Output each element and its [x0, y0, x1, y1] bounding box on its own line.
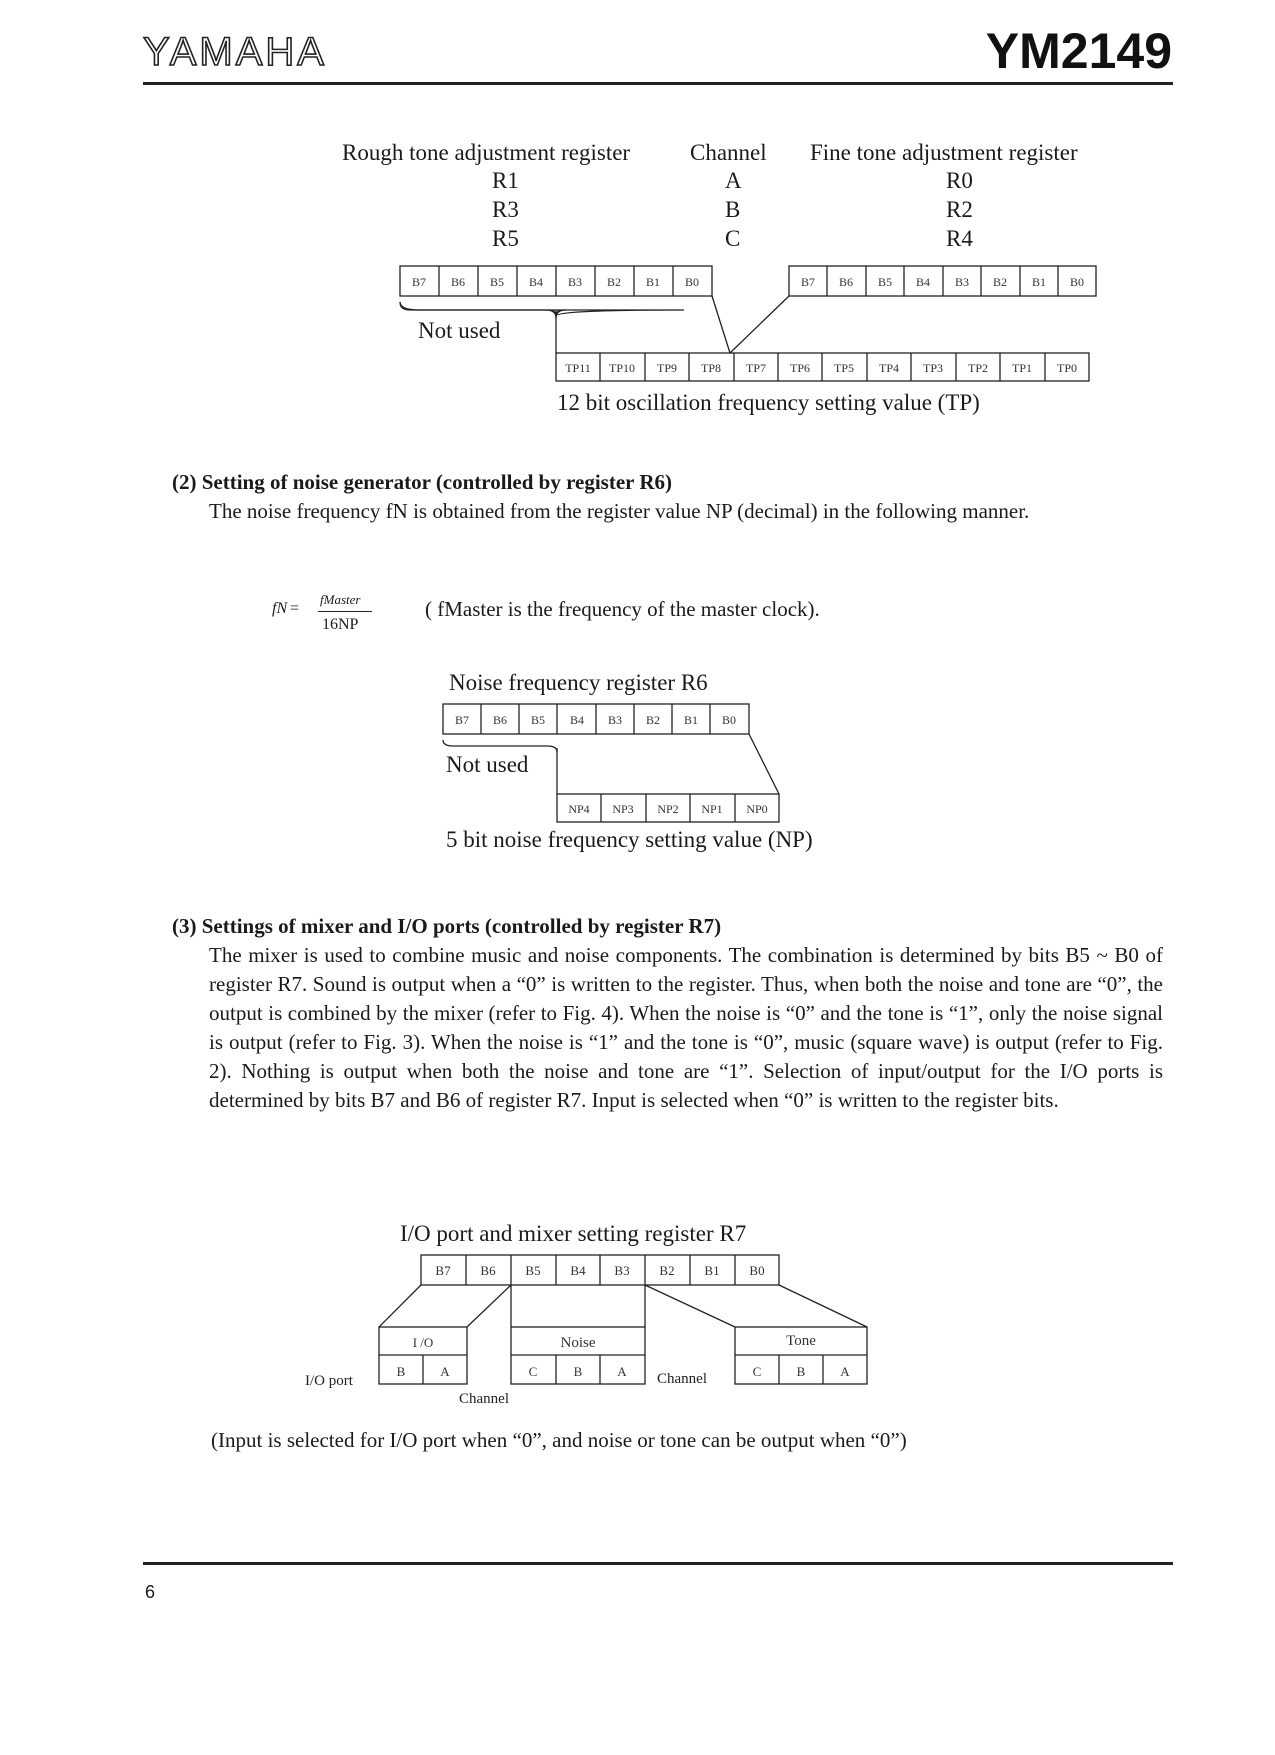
fine-reg: R0 [946, 168, 973, 193]
noise-bit: B6 [492, 713, 508, 727]
noise-bit: B7 [454, 713, 470, 727]
mixer-bit: B1 [704, 1263, 720, 1278]
formula-note: ( fMaster is the frequency of the master clock). [425, 597, 820, 621]
rough-reg: R1 [492, 168, 519, 193]
fine-tone-label: Fine tone adjustment register [810, 140, 1078, 165]
page-number: 6 [145, 1582, 156, 1602]
noise-bit: B2 [645, 713, 661, 727]
np-bit: NP4 [568, 802, 590, 816]
fine-bit: B3 [954, 275, 970, 289]
noise-register-diagram [0, 690, 1275, 830]
io-port-label: I/O port [305, 1373, 353, 1389]
tp-bit: TP5 [833, 361, 855, 375]
noise-bit: B3 [607, 713, 623, 727]
tone-group-label: Tone [786, 1333, 816, 1349]
fine-bit: B2 [992, 275, 1008, 289]
rough-bit: B3 [567, 275, 583, 289]
tp-bit: TP10 [608, 361, 636, 375]
mixer-body: The mixer is used to combine music and noise components. The combination is determined by bits B5 ~ B0 of register R7. Sound is output when a “0” is written to the register. Thus, when both the noise and tone are “0”, the output is combined by the mixer (refer to Fig. 4). When the noise is “0” and the tone is “1”, only the noise signal is output (refer to Fig. 3). When the noise is “1” and the tone is “0”, music (square wave) is output (refer to Fig. 2). Nothing is output when both the noise and tone are “1”. Selection of input/output for the I/O ports is determined by bits B7 and B6 of register R7. Input is selected when “0” is written to the register bits. [209, 943, 1163, 1112]
fine-reg: R4 [946, 226, 973, 251]
fine-bit: B0 [1069, 275, 1085, 289]
fine-bit: B1 [1031, 275, 1047, 289]
tp-bit: TP7 [745, 361, 767, 375]
yamaha-logo: YAMAHA [143, 30, 327, 74]
rough-reg: R5 [492, 226, 519, 251]
noise-cell: A [617, 1364, 627, 1379]
noise-not-used: Not used [446, 752, 529, 777]
rough-bit: B2 [606, 275, 622, 289]
noise-register-label: Noise frequency register R6 [449, 670, 708, 695]
tp-bit: TP1 [1011, 361, 1033, 375]
io-group-label: I /O [412, 1335, 434, 1350]
noise-bit: B4 [569, 713, 585, 727]
rough-reg: R3 [492, 197, 519, 222]
np-bit: NP3 [612, 802, 634, 816]
noise-bit: B0 [721, 713, 737, 727]
noise-heading: (2) Setting of noise generator (controlled by register R6) [172, 470, 673, 494]
rough-tone-label: Rough tone adjustment register [342, 140, 631, 165]
channel-value: B [725, 197, 741, 222]
io-cell: A [440, 1364, 450, 1379]
fine-bit: B5 [877, 275, 893, 289]
mixer-bit: B5 [525, 1263, 541, 1278]
channel-value: C [725, 226, 741, 251]
rough-bit: B1 [645, 275, 661, 289]
channel-label-mixer: Channel [657, 1371, 707, 1387]
tone-register-diagram [0, 0, 1275, 430]
rough-bit: B7 [411, 275, 427, 289]
np-bit: NP1 [701, 802, 723, 816]
noise-bit: B1 [683, 713, 699, 727]
rough-bit: B4 [528, 275, 544, 289]
channel-label: Channel [690, 140, 767, 165]
mixer-register-label: I/O port and mixer setting register R7 [400, 1221, 747, 1246]
noise-bit: B5 [530, 713, 546, 727]
tp-bit: TP4 [878, 361, 900, 375]
fine-reg: R2 [946, 197, 973, 222]
mixer-bit: B2 [659, 1263, 675, 1278]
np-caption: 5 bit noise frequency setting value (NP) [446, 827, 813, 852]
formula-equals: = [290, 600, 300, 617]
mixer-heading: (3) Settings of mixer and I/O ports (controlled by register R7) [172, 914, 722, 938]
rough-bit: B5 [489, 275, 505, 289]
tone-cell: C [752, 1364, 762, 1379]
tone-cell: A [840, 1364, 850, 1379]
tp-bit: TP2 [967, 361, 989, 375]
fine-bit: B4 [915, 275, 931, 289]
tone-not-used: Not used [418, 318, 501, 343]
tp-bit: TP8 [700, 361, 722, 375]
model-number: YM2149 [985, 23, 1172, 79]
rough-bit: B6 [450, 275, 466, 289]
io-cell: B [396, 1364, 406, 1379]
mixer-bit: B4 [570, 1263, 586, 1278]
noise-group-label: Noise [560, 1335, 596, 1351]
formula-numerator: fMaster [320, 592, 361, 607]
formula-denominator: 16NP [322, 616, 359, 633]
noise-body: The noise frequency fN is obtained from the register value NP (decimal) in the following manner. [209, 499, 1030, 523]
tp-bit: TP9 [656, 361, 678, 375]
tp-caption: 12 bit oscillation frequency setting value (TP) [557, 390, 980, 415]
tp-bit: TP11 [565, 361, 591, 375]
mixer-bit: B0 [749, 1263, 765, 1278]
formula-fraction-bar [318, 611, 372, 612]
tp-bit: TP6 [789, 361, 811, 375]
footer-rule [143, 1562, 1173, 1565]
tp-bit: TP0 [1056, 361, 1078, 375]
mixer-note: (Input is selected for I/O port when “0”, and noise or tone can be output when “0”) [211, 1428, 907, 1452]
tp-bit: TP3 [922, 361, 944, 375]
np-bit: NP2 [657, 802, 679, 816]
tone-cell: B [796, 1364, 806, 1379]
fine-bit: B6 [838, 275, 854, 289]
formula-lhs: fN [272, 600, 288, 617]
noise-cell: B [573, 1364, 583, 1379]
mixer-bit: B3 [614, 1263, 630, 1278]
fine-bit: B7 [800, 275, 816, 289]
mixer-register-diagram [0, 1240, 1275, 1420]
noise-cell: C [528, 1364, 538, 1379]
channel-value: A [725, 168, 742, 193]
rough-bit: B0 [684, 275, 700, 289]
channel-label-io: Channel [459, 1391, 509, 1407]
np-bit: NP0 [746, 802, 768, 816]
mixer-bit: B7 [435, 1263, 451, 1278]
mixer-bit: B6 [480, 1263, 496, 1278]
